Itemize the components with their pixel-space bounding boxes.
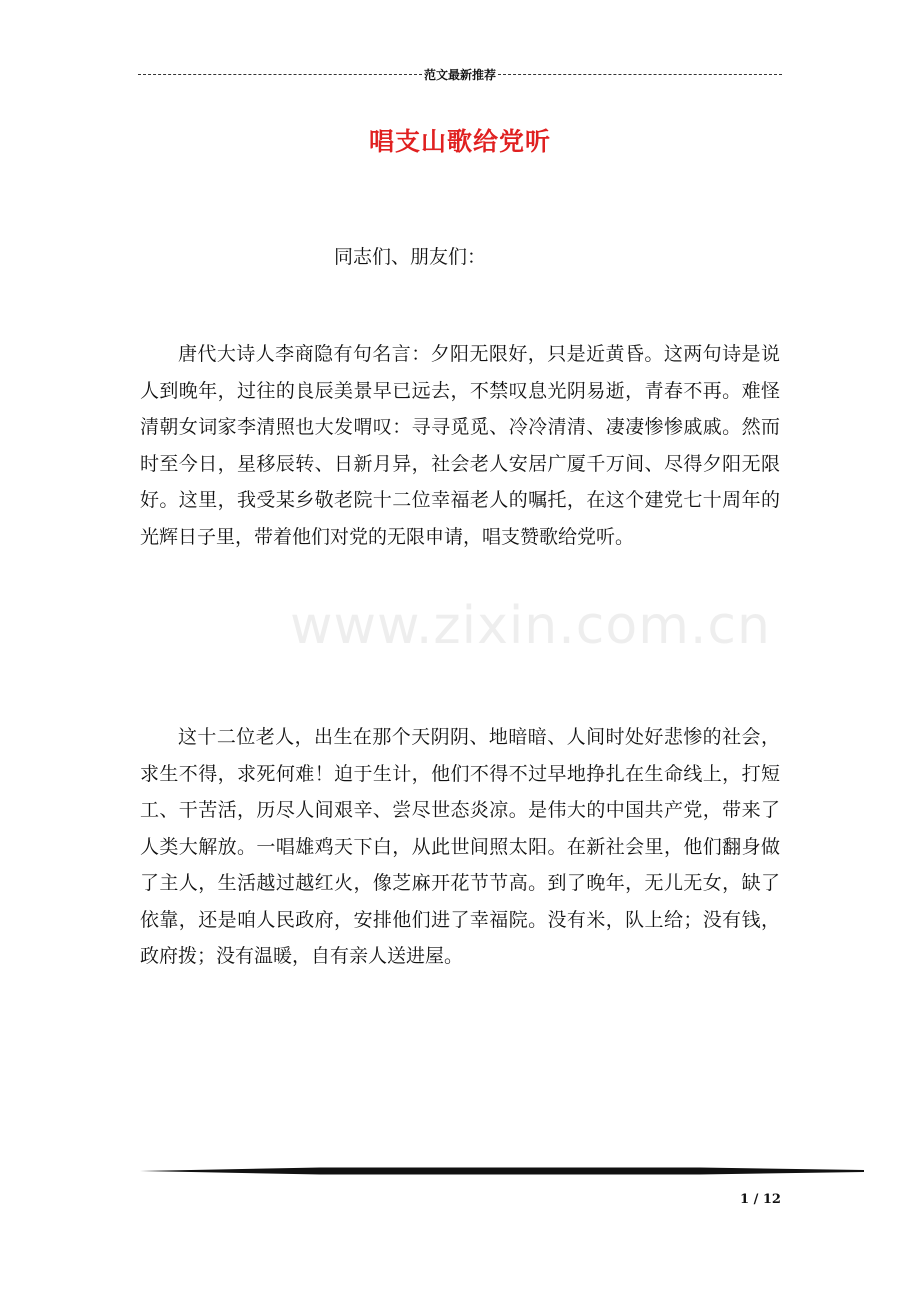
body-paragraph-1: 唐代大诗人李商隐有句名言：夕阳无限好，只是近黄昏。这两句诗是说人到晚年，过往的良辰美景早已远去，不禁叹息光阴易逝，青春不再。难怪清朝女词家李清照也大发喟叹：寻寻觅觅、冷冷清清、凄凄惨惨戚戚。然而时至今日，星移辰转、日新月异，社会老人安居广厦千万间、尽得夕阳无限好。这里，我受某乡敬老院十二位幸福老人的嘱托，在这个建党七十周年的光辉日子里，带着他们对党的无限申请，唱支赞歌给党听。 [140,343,780,548]
page-number: 1 / 12 [740,1192,781,1207]
footer-rule [140,1164,864,1178]
greeting: 同志们、朋友们： [334,246,487,268]
header-dashed-rule-left [138,74,422,75]
watermark: www.zixin.com.cn [290,596,771,656]
document-title: 唱支山歌给党听 [368,127,551,156]
header-dashed-rule-right [498,74,782,75]
body-paragraph-2: 这十二位老人，出生在那个天阴阴、地暗暗、人间时处好悲惨的社会，求生不得，求死何难！迫于生计，他们不得不过早地挣扎在生命线上，打短工、干苦活，历尽人间艰辛、尝尽世态炎凉。是伟大的中国共产党，带来了人类大解放。一唱雄鸡天下白，从此世间照太阳。在新社会里，他们翻身做了主人，生活越过越红火，像芝麻开花节节高。到了晚年，无儿无女，缺了依靠，还是咱人民政府，安排他们进了幸福院。没有米，队上给；没有钱，政府拨；没有温暖，自有亲人送进屋。 [140,726,780,967]
page-header [138,62,782,86]
header-label: 范文最新推荐 [424,67,497,82]
